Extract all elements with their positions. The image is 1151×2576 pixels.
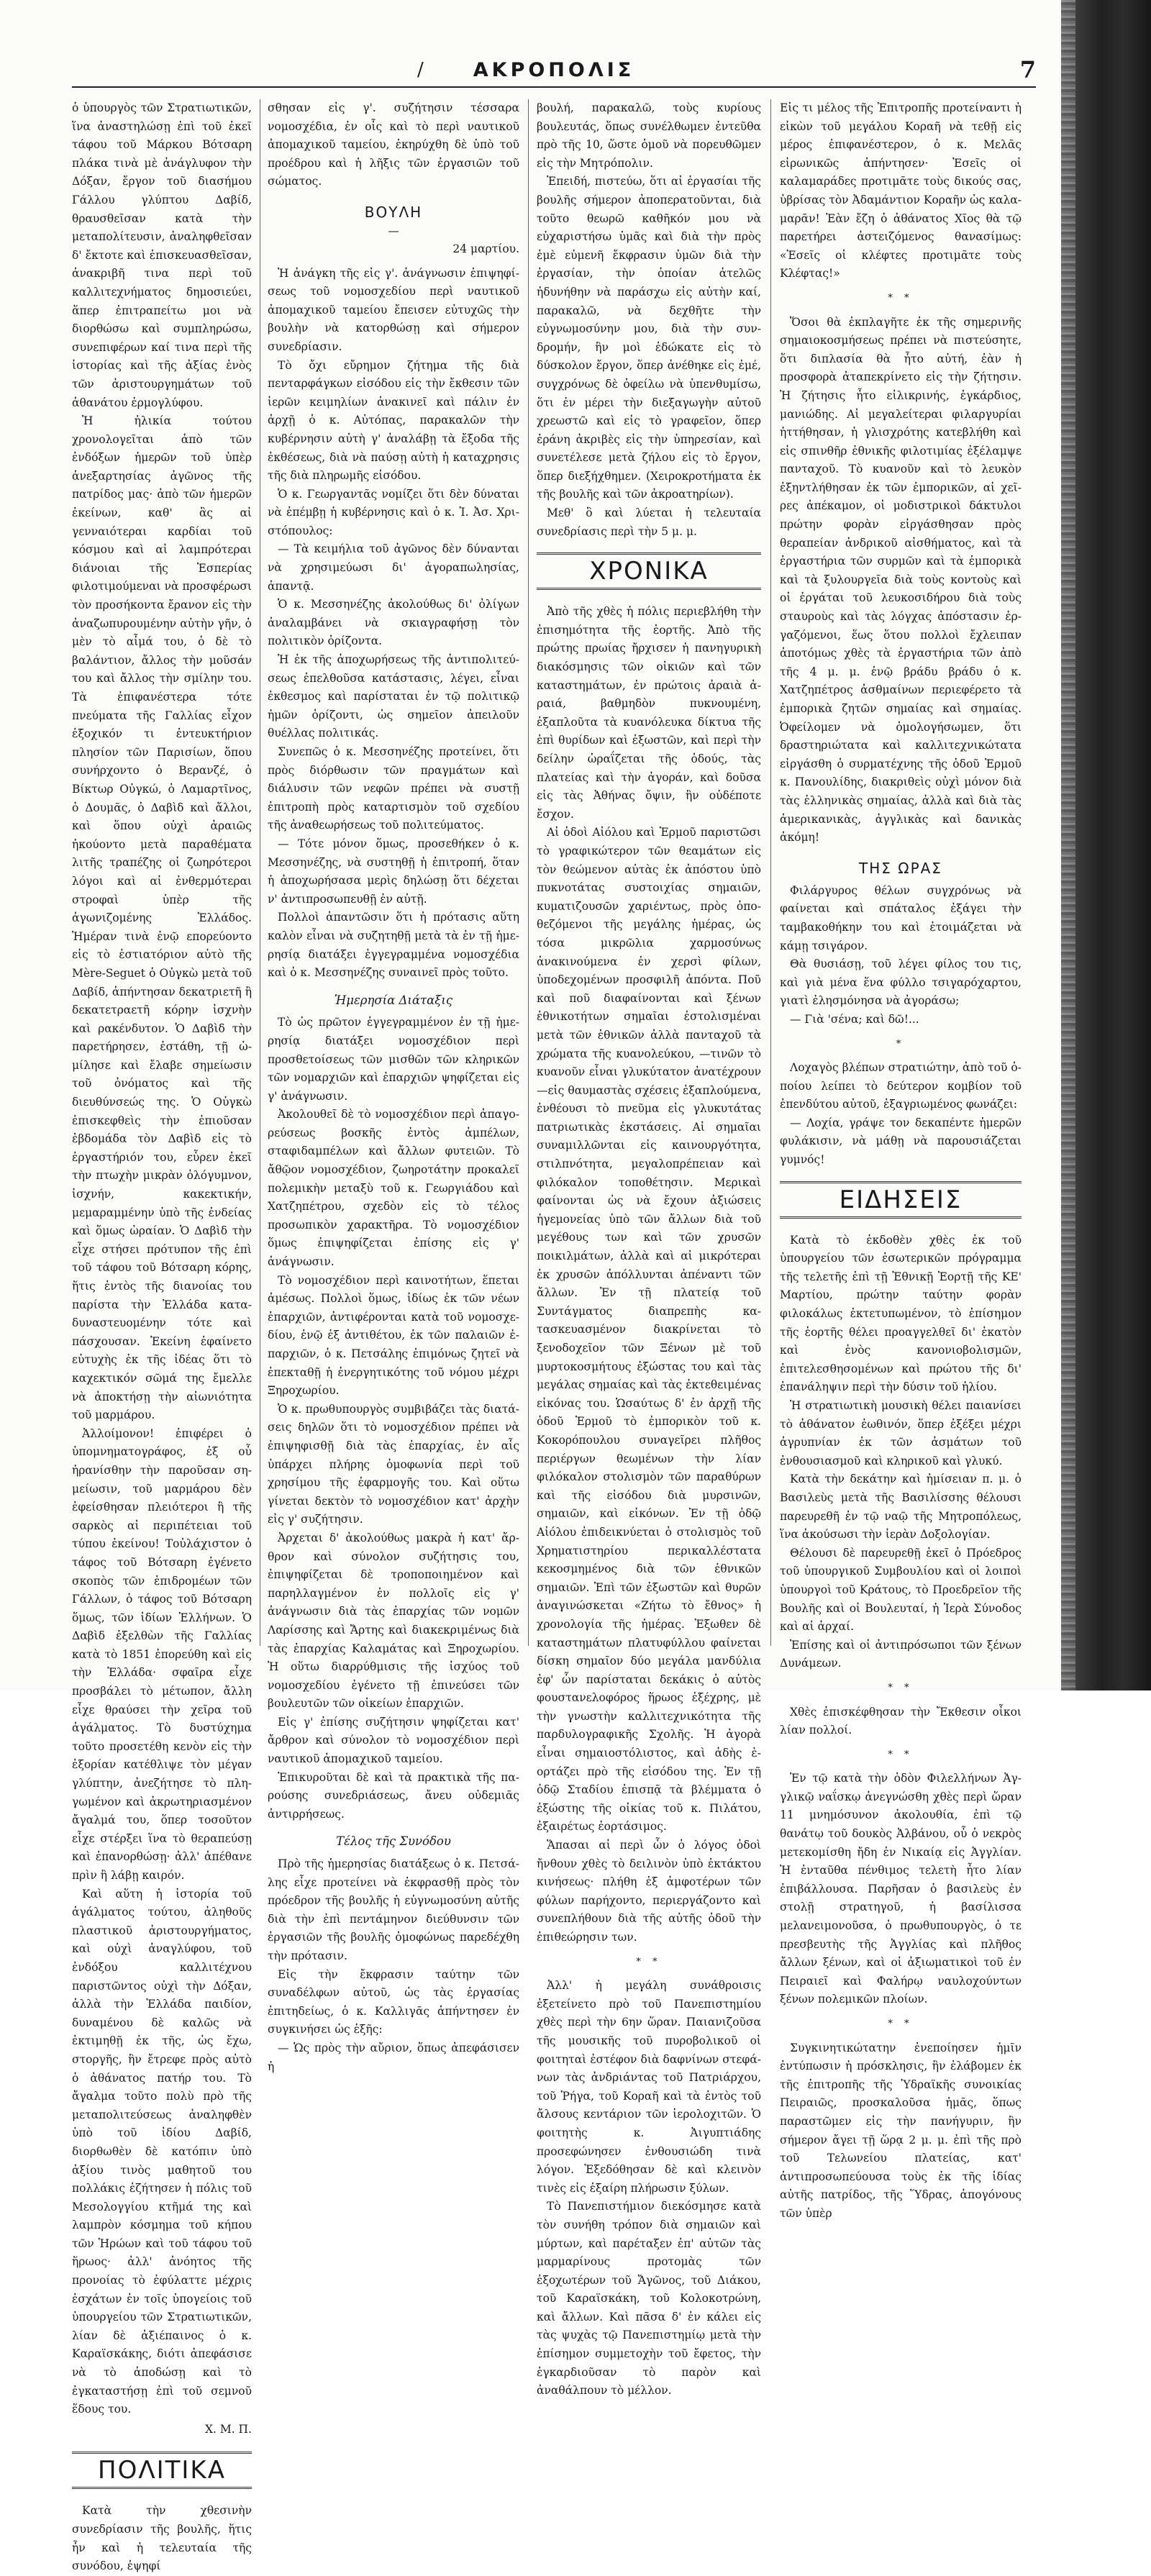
paragraph: Πολλοὶ ἀπαντῶσιν ὅτι ἡ πρότασις αὕτη καλὸν εἶναι νὰ συζητηθῇ μετὰ τὰ ἐν τῇ ἡμερησίᾳ διατάξει ἐγγεγραμμένα νομοσχέδια καὶ ὁ κ. Μεσσηνέζης συναινεῖ πρὸς τοῦτο. [268,911,519,980]
paper-name: ΑΚΡΟΠΟΛΙΣ [473,59,635,81]
paragraph: Τὸ ὄχι εὔρημον ζήτημα τῆς διὰ πενταρφάγκων εἰσόδου εἰς τὴν ἔκθεσιν τῶν ἱερῶν κειμηλίων ἀνακινεῖ καὶ πάλιν ἐν ἀρχῇ ὁ κ. Αὐτόπας, παρακαλῶν τὴν κυβέρνησιν αὐτὴ γ' ἀναλάβῃ τὰ ἔξοδα τῆς ἐκθέσεως, διὰ νὰ παύσῃ αὐτὴ ἡ καταχρησις τῆς διὰ πληρωμῆς εἰσόδου. [268,358,519,483]
paragraph: Ἡ στρατιωτικὴ μουσικὴ θέλει παιανίσει τὸ ἀθάνατον ἐωθινόν, ὅπερ ἐξέξει μέχρι ἀγρυπνίαν ἐκ τῶν ἀσμάτων τοῦ ἐνθουσιασμοῦ καὶ κληρικοῦ καὶ γλυκύ. [780,1399,1022,1467]
column-rule [528,99,529,1646]
paragraph: Πρὸ τῆς ἡμερησίας διατάξεως ὁ κ. Πετσάλης εἶχε προτείνει νὰ ἐκφρασθῇ πρὸς τὸν πρόεδρον τῆς βουλῆς ἡ εὐγνωμοσύνη αὐτῆς διὰ τὴν ἐπὶ πεντάμηνον διεύθυνσιν τῶν ἐργασιῶν τῆς βουλῆς ὁμοφώνως παρεδέχθη τὴν πρότασιν. [268,1857,519,1962]
paragraph: Τὸ Πανεπιστήμιον διεκόσμησε κατὰ τὸν συνήθη τρόπον διὰ σημαιῶν καὶ μύρτων, καὶ παρέταξεν ἐπ' αὐτῶν τὰς μαρμαρίνους προτομὰς τῶν ἐξοχωτέρων τοῦ Ἄγῶνος, τοῦ Διάκου, τοῦ Καραϊσκάκη, τοῦ Κολοκοτρώνη, καὶ ἄλλων. Καὶ πᾶσα δ' ἐν κάλει εἰς τὰς ψυχὰς τῷ Πανεπιστημίῳ μετὰ τὴν ἐπίσημον συμμετοχὴν τοῦ ἔφετος, τὴν ἐγκαρδιοῦσαν τὸ παρὸν καὶ ἀναθάλπουν τὸ μέλλον. [537,2200,761,2398]
separator-stars: * [896,1038,906,1050]
paragraph: Τὸ νομοσχέδιον περὶ καινοτήτων, ἕπεται ἀμέσως. Πολλοὶ ὅμως, ἰδίως ἐκ τῶν νέων ἐπαρχιῶν, ἀντιφέρονται κατὰ τοῦ νομοσχεδίου, ἐνῷ ἐξ ἀντιθέτου, ἐκ τῶν παλαιῶν ἐπαρχιῶν, ὁ κ. Πετσάλης ἐπιμόνως ζητεῖ νὰ ἐπεκταθῇ ἡ ἐνεργητικότης τοῦ νόμου μέχρι Ξηροχωρίου. [268,1273,519,1398]
paragraph: Φιλάργυρος θέλων συγχρόνως νὰ φαίνεται καὶ σπάταλος ἐξάγει τὴν ταμβακοθήκην του καὶ ἑτοιμάζεται νὰ κάμῃ τσιγάρον. [780,883,1022,952]
paragraph: Ἀπὸ τῆς χθὲς ἡ πόλις περιεβλήθη τὴν ἐπισημότητα τῆς ἑορτῆς. Ἀπὸ τῆς πρώτης πρωίας ἤρχισεν ἡ πανηγυρικὴ διακόσμησις τῶν οἰκιῶν καὶ τῶν καταστημάτων, ἐν πρώτοις ἀραιὰ ἀραιά, βαθμηδὸν πυκνουμένη, ἐξαπλοῦτα τὰ κυανόλευκα δίκτυα τῆς ἐπὶ θυρίδων καὶ ἐξωστῶν, καὶ περὶ τὴν δείλην ὡραΐζεται τῆς ὁδούς, τὰς πλατείας καὶ τὴν ἀγοράν, καὶ δοῦσα εἰς τὰς Ἀθήνας ὄψιν, ἣν οὐδέποτε ἔσχον. [537,605,761,821]
paragraph: Ὁ κ. Μεσσηνέζης ἀκολούθως δι' ὀλίγων ἀναλαμβάνει νὰ σκιαγραφήσῃ τὸν πολιτικὸν ὁρίζοντα. [268,598,519,648]
article-signature: Χ. Μ. Π. [204,2422,252,2436]
paragraph: Τὸ ὡς πρῶτον ἐγγεγραμμένον ἐν τῇ ἡμερησίᾳ διατάξει νομοσχέδιον περὶ προσθετοίσεως τῶν μισθῶν τῶν κληρικῶν τῶν νομαρχιῶν καὶ ἐπαρχιῶν ψηφίζεται εἰς γ' ἀνάγνωσιν. [268,1016,519,1103]
subsection-title: Ἡμερησία Διάταξις [334,993,453,1007]
paragraph: Ἀκολουθεῖ δὲ τὸ νομοσχέδιον περὶ ἀπαγορεύσεως βοσκῆς ἐντὸς ἀμπέλων, σταφιδαμπέλων καὶ ἄλλων φυτειῶν. Τὸ ἄθῷον νομοσχέδιον, ζωηροτάτην προκαλεῖ πολεμικὴν μεταξὺ τοῦ κ. Γεωργιάδου καὶ Χατζηπέτρου, σχεδὸν εἰς τὸ τέλος προσωπικὸν χαρακτῆρα. Τὸ νομοσχέδιον ὅμως ἐπιψηφίζεται ἐπίσης εἰς γ' ἀνάγνωσιν. [268,1108,519,1269]
dateline: 24 μαρτίου. [452,242,519,255]
paragraph: Εἰς τι μέλος τῆς Ἐπιτροπῆς προτείναντι ἡ εἰκὼν τοῦ μεγάλου Κοραῆ νὰ τεθῇ εἰς μέρος ἐπιφανέστερον, ὁ κ. Μελᾶς εἰρωνικῶς ἀπήντησεν· Ἐσεῖς οἱ καλαμαράδες προτιμᾶτε τοὺς δικούς σας, ὑβρίσας τὸν Ἀδαμάντιον Κοραῆν ὡς καλαμαρᾶν! Ἐὰν ἔζη ὁ ἀθάνατος Χῖος θὰ τῷ παρετήρει ἀστειζόμενος θανασίμως: «Ἐσεῖς οἱ κλέφτες προτιμᾶτε τοὺς Κλέφτας!» [780,101,1022,281]
masthead-slash: / [417,59,424,81]
paragraph: Εἰς τὴν ἔκφρασιν ταύτην τῶν συναδέλφων αὐτοῦ, ὡς τὰς ἐργασίας ἐπιτηδείως, ὁ κ. Καλλιγᾶς ἀπήντησεν ἐν συγκινήσει ὡς ἑξῆς: [268,1967,519,2036]
paragraph: — Λοχία, γράψε τον δεκαπέντε ἡμερῶν φυλάκισιν, νὰ μάθῃ νὰ παρουσιάζεται γυμνός! [780,1116,1022,1167]
paragraph: Ἐν τῷ κατὰ τὴν ὁδὸν Φιλελλήνων Ἀγγλικῷ ναΐσκῳ ἀνεγνώσθη χθὲς περὶ ὥραν 11 μνημόσυνον ἀκολουθία, ἐπὶ τῷ θανάτῳ τοῦ δουκὸς Ἀλβάνου, οὗ ὁ νεκρὸς μετεκομίσθη ἤδη ἐν Νικαίᾳ εἰς Ἀγγλίαν. Ἡ ἐνταῦθα πένθιμος τελετὴ ἦτο λίαν ἐπιβάλλουσα. Παρῆσαν ὁ βασιλεὺς ἐν στολῇ στρατηγοῦ, ἡ βασίλισσα μελανειμονοῦσα, ὁ πρωθυπουργὸς, ὁ τε πρεσβευτὴς τῆς Ἀγγλίας καὶ πλῆθος ἄλλων ξένων, καὶ οἱ ἀξιωματικοὶ τοῦ ἐν Πειραιεῖ καὶ Φαλήρῳ ναυλοχούντων ξένων πολεμικῶν πλοίων. [780,1772,1022,2006]
section-heading-eidiseis: ΕΙΔΗΣΕΙΣ [780,1181,1022,1219]
paragraph: σθησαν εἰς γ'. συζήτησιν τέσσαρα νομοσχέδια, ἐν οἷς καὶ τὸ περὶ ναυτικοῦ ἀπομαχικοῦ ταμείου, ἐκηρύχθη δὲ ὑπὸ τοῦ προέδρου καὶ ἡ λῆξις τῶν ἐργασιῶν τοῦ σώματος. [268,101,519,188]
paragraph: Ὁ κ. πρωθυπουργὸς συμβιβάζει τὰς διατάσεις δηλῶν ὅτι τὸ νομοσχέδιον πρέπει νὰ ἐπιψηφισθῇ διὰ τὰς ἐπαρχίας, ἐν αἷς ὑπάρχει πλήρης ὁμοφωνία περὶ τοῦ χρησίμου τῆς ἐφαρμογῆς του. Καὶ οὕτω γίνεται δεκτὸν τὸ νομοσχέδιον κατ' ἀρχὴν εἰς γ' συζήτησιν. [268,1402,519,1526]
section-heading-tis-oras: ΤΗΣ ΩΡΑΣ [859,859,942,877]
separator-stars: * * [888,2019,914,2029]
page-number: 7 [1019,56,1036,83]
paragraph: Κατὰ τὴν χθεσινὴν συνεδρίασιν τῆς βουλῆς, ἥτις ἦν καὶ ἡ τελευταία τῆς συνόδου, ἐψηφί [72,2504,252,2573]
paragraph: Ἅπασαι αἱ περὶ ὧν ὁ λόγος ὁδοὶ ἤνθουν χθὲς τὸ δειλινὸν ὑπὸ ἐκτάκτου κινήσεως· πλήθη ἐξ ἀμφοτέρων τῶν φύλων παρήχοντο, περιεργάζοντο καὶ συνεπλήθουν διὰ τῆς αὐτῆς ὁδοῦ τὴν ἐπιθεώρησιν των. [537,1839,761,1944]
paragraph: Θὰ θυσιάσῃ, τοῦ λέγει φίλος του τις, καὶ γιὰ μένα ἕνα φύλλο τσιγαρόχαρτου, γιατὶ ἐλησμόνησα νὰ ἀγοράσω; [780,957,1022,1008]
paragraph: — Γιὰ 'σένα; καὶ δῶ!... [790,1012,919,1026]
column-1 [72,99,252,2573]
paragraph: Καὶ αὕτη ἡ ἱστορία τοῦ ἀγάλματος τούτου, ἀληθοῦς πλαστικοῦ ἀριστουργήματος, καὶ οὐχὶ ἀναγλύφου, τοῦ ἐνδόξου καλλιτέχνου παριστῶντος οὐχὶ τὴν Δόξαν, ἀλλὰ τὴν Ἑλλάδα παιδίον, δυναμένου δὲ καλῶς νὰ ἐκτιμηθῇ ἐκ τῆς, ὡς ἔχω, στοργῆς, ἣν ἔτρεφε πρὸς αὐτὸ ὁ ἀθάνατος πατήρ του. Τὸ ἄγαλμα τοῦτο πολὺ πρὸ τῆς μεταπολιτεύσεως ἀναληφθὲν ὑπὸ τοῦ ἰδίου Δαβίδ, διορθωθὲν δὲ κατόπιν ὑπὸ ἀξίου τινὸς μαθητοῦ του πολλάκις ἐζήτησεν ἡ πόλις τοῦ Μεσολογγίου κτῆμά της καὶ λαμπρὸν κόσμημα τοῦ κήπου τῶν Ἡρώων καὶ τοῦ τάφου τοῦ ἥρωος· ἀλλ' ἀνόητος τῆς προνοίας τὸ ἐφύλαττε μέχρις ἐσχάτων ἐν τοῖς ὑπογείοις τοῦ ὑπουργείου τῶν Στρατιωτικῶν, λίαν δὲ ἀξιέπαινος ὁ κ. Καραϊσκάκης, διότι ἀπεφάσισε νὰ τὸ ἀποδώσῃ καὶ τὸ ἐγκαταστήσῃ ἐπὶ τοῦ σεμνοῦ ἕδους του. [72,1887,252,2416]
section-heading-chronika: ΧΡΟΝΙΚΑ [537,552,761,590]
separator-stars: * * [888,1749,914,1760]
paragraph: Ἀλλ' ἡ μεγάλη συνάθροισις ἐξετείνετο πρὸ τοῦ Πανεπιστημίου χθὲς περὶ τὴν 6ην ὥραν. Παιανιζοῦσα τῆς μουσικῆς τοῦ πυροβολικοῦ οἱ φοιτηταὶ ἐστέφον διὰ δαφνίνων στεφάνων τὰς ἀνδριάντας τοῦ Πατριάρχου, τοῦ Ῥήγα, τοῦ Κοραῆ καὶ τὰ ἐντὸς τοῦ ἄλσους κεντάριον τῶν ἱερολοχιτῶν. Ὁ φοιτητὴς κ. Ἀιγυπτιάδης προσεφώνησεν ἐνθουσιώδη τινὰ λόγον. Ἐξεδόθησαν δὲ καὶ κλεινὸν τινὲς εἰς ἐξαίρη πλήρωσιν ξύλων. [537,1979,761,2195]
separator-stars: * * [888,292,914,304]
paragraph: — Τότε μόνον ὅμως, προσεθήκεν ὁ κ. Μεσσηνέζης, νὰ συστηθῇ ἡ ἐπιτροπή, ὅταν ἡ ἀποχωρήσασα μερὶς δηλώσῃ ὅτι δέχεται ν' ἀντιπροσωπευθῇ ἐν αὐτῇ. [268,837,519,906]
paragraph: Ἐπίσης καὶ οἱ ἀντιπρόσωποι τῶν ξένων Δυνάμεων. [780,1638,1022,1670]
paragraph: Μεθ' ὃ καὶ λύεται ἡ τελευταία συνεδρίασις περὶ τὴν 5 μ. μ. [537,506,761,538]
paragraph: Κατὰ τὴν δεκάτην καὶ ἡμίσειαν π. μ. ὁ Βασιλεὺς μετὰ τῆς Βασιλίσσης θέλουσι παρευρεθῆ ἐν τῷ ναῷ τῆς Μητροπόλεως, ἵνα ἀκούσωσι τὴν ἱερὰν Δοξολογίαν. [780,1473,1022,1542]
paragraph: Αἱ ὁδοὶ Αἰόλου καὶ Ἑρμοῦ παριστῶσι τὸ γραφικώτερον τῶν θεαμάτων εἰς τὸν θεώμενον αὐτὰς ἐκ ἀπόστου ὑπὸ πυκνοτάτας συστοιχίας σημαιῶν, κυματιζουσῶν χαριέντως, πρὸς ὁποθεζόμενοι τῆς μεγάλης ἡμέρας, ὡς τόσα μικρῶλια χαρμοσύνως ἀνακινούμενα ἐν χερσὶ φίλων, ὑποδεχομένων προσφιλῆ ἀπόντα. Ποῦ καὶ ποῦ διαφαίνονται καὶ ξένων ἐθνικοτήτων σημαῖαι ἐστολισμέναι μετὰ τῶν ἐθνικῶν ἀλλὰ πανταχοῦ τὰ χρώματα τῆς κυανολεύκου, —τινῶν τὸ κυανοῦν εἶναι γλυκύτατον ἀνατέχρουν—εἰς θαυμαστὰς σχέσεις ἐξαπλούμενα, ἐνθέουσι τὸ πνεῦμα εἰς γλυκυτάτας πατριωτικὰς ἐκστάσεις. Αἱ σημαῖαι συναμιλλῶνται εἰς καινουργότητα, στιλπνότητα, μεγαλοπρέπειαν καὶ φιλόκαλον τοποθέτησιν. Μερικαὶ φαίνονται ὡς νὰ ἔχουν ἀξιώσεις ἡγεμονείας ὑπὸ τῶν ἄλλων διὰ τοῦ μεγέθους των καὶ τῶν χρυσῶν ποικιλμάτων, ἀλλὰ καὶ αἱ μικρότεραι ἐκ χρυσῶν ἀπόλλυνται ἀπέναντι τῶν ἄλλων. Ἐν τῇ πλατείᾳ τοῦ Συντάγματος διαπρεπὴς κατασκευασμένον διακρίνεται τὸ ξενοδοχεῖον τῶν Ξένων μὲ τοῦ μυρτοκοσμήτους ἐξώστας του καὶ τὰς μεγάλας σημαίας καὶ τὰς ἐκτεθειμένας εἰκόνας του. Ὡσαύτως δ' ἐν ἀρχῇ τῆς ὁδοῦ Ἑρμοῦ τὸ ἐμπορικὸν τοῦ κ. Κοκορόπουλου συναγεῖρει πλῆθος περιέργων θεωμένων τὴν λίαν φιλόκαλον στολισμὸν τῶν παραθύρων καὶ τῆς εἰσόδου διὰ μυρσινῶν, σημαιῶν, καὶ εἰκόνων. Ἐν τῇ ὁδῷ Αἰόλου ἐπιδεικνύεται ὁ στολισμὸς τοῦ Χρηματιστηρίου περικαλλέστατα κεκοσμημένος διὰ τῶν ἐθνικῶν σημαιῶν. Ἐπὶ τῶν ἐξωστῶν καὶ θυρῶν ἀναγινώσκεται «Ζήτω τὸ ἔθνος» ἡ χρονολογία τῆς ἡμέρας. Ἐξωθεν δὲ καταστημάτων πλατυφύλλου φαίνεται δίσκη σημαῖον δύο μεγάλα μανδύλια ἐφ' ὧν παρίσταται δεκάκις ὁ αὐτὸς φουστανελοφόρος ἥρωος ἐξέχρης, μὲ τὴν γνωστὴν καλλιτεχνικότητα τῆς παρδυλογραφικῆς Σχολῆς. Ἡ ἀγορὰ εἶναι σημαιοστόλιστος, καὶ ἀδὴς ἑορτάζει πρὸ τῆς εἰσόδου της. Ἐν τῇ ὁδῷ Σταδίου ἐπισπᾷ τὰ βλέμματα ὁ ἐξώστης τῆς οἰκίας τοῦ κ. Πιλάτου, ἐξαιρέτως ἐορτάσιμος. [537,826,761,1834]
masthead [72,58,1036,88]
subsection-title: Τέλος τῆς Συνόδου [336,1834,451,1849]
paragraph: Κατὰ τὸ ἐκδοθὲν χθὲς ἐκ τοῦ ὑπουργείου τῶν ἐσωτερικῶν πρόγραμμα τῆς τελετῆς ἐπὶ τῇ Ἐθνικῇ Ἑορτῇ τῆς ΚΕ' Μαρτίου, πρώτην ταύτην φορὰν φιλοκάλως ἐκτετυπωμένον, τὸ ἐπίσημον τῆς ἑορτῆς θέλει προαγγελθεῖ δι' ἑκατὸν καὶ ἑνὸς κανονιοβολισμῶν, ἐπιτελεσθησομένων καὶ πρώτου τῆς δι' ἐπανάληψιν περὶ τὴν δύσιν τοῦ ἡλίου. [780,1233,1022,1394]
paragraph: — Ὡς πρὸς τὴν αὔριον, ὅπως ἀπεφάσισεν ἡ [268,2041,519,2073]
column-3 [537,99,761,2398]
paragraph: — Τὰ κειμήλια τοῦ ἀγῶνος δὲν δύνανται νὰ χρησιμεύωσι δι' ἀγοραπωλησίας, ἀπαντᾷ. [268,542,519,593]
paragraph: Ἐπικυροῦται δὲ καὶ τὰ πρακτικὰ τῆς παρούσης συνεδριάσεως, ἄνευ οὐδεμιᾶς ἀντιρρήσεως. [268,1770,519,1821]
section-heading-vouli: ΒΟΥΛΗ [364,203,423,221]
scanned-page-edge [1061,0,1151,1690]
separator-stars: * * [888,1682,914,1693]
paragraph: Θέλουσι δὲ παρευρεθῇ ἐκεῖ ὁ Πρόεδρος τοῦ ὑπουργικοῦ Συμβουλίου καὶ οἱ λοιποὶ ὑπουργοὶ τοῦ Κράτους, τὸ Προεδρεῖον τῆς Βουλῆς καὶ οἱ Βουλευταί, ἡ Ἱερὰ Σύνοδος καὶ αἱ ἀρχαί. [780,1546,1022,1634]
paragraph: Ὅσοι θὰ ἐκπλαγῆτε ἐκ τῆς σημερινῆς σημαιοκοσμήσεως πρέπει νὰ πιστεύσητε, ὅτι διπλασία θὰ ἦτο αὐτή, ἐὰν ἡ προσφορὰ ἀταπεκρίνετο εἰς τὴν ζήτησιν. Ἡ ζήτησις ἦτο εἰλικρινής, ἐγκάρδιος, μανιώδης. Αἱ μεγαλείτεραι φιλαργυρίαι ἡττήθησαν, ἡ γλισχρότης κατεβλήθη καὶ εἰς σπινθῆρ ἐθνικῆς φιλοτιμίας ἐξέλαμψε πανταχοῦ. Τὸ κυανοῦν καὶ τὸ λευκὸν ἐξηντλήθησαν ἐκ τῶν ἐμπορικῶν, αἱ χεῖρες ἀπέκαμον, οἱ μοδιστρικοὶ δάκτυλοι πρώτην φορὰν εἰργάσθησαν πρὸς θεραπείαν ἀνδρικοῦ αἰσθήματος, καὶ τὰ ἐργαστήρια τῶν συρμῶν καὶ τὰ ἐμπορικὰ καὶ τὰ ξυλουργεῖα διὰ τοὺς κοντοὺς καὶ οἱ ἐργάται τοῦ λευκοσιδήρου διὰ τοὺς σταυροὺς καὶ τὰς λόγχας ἀπόστασιν ἐργαζόμενοι, ἕως ὅτου πολλοὶ ἔχλειπαν ἀποτόμως χθὲς τὰ ἐργαστήρια τῶν ἀπὸ τῆς 4 μ. μ. ἐνῷ βράδυ βράδυ ὁ κ. Χατζηπέτρος ἀσθμαίνων περιεφέρετο τὰ ἐμπορικὰ ζητῶν σημαίας καὶ σημαίας. Ὀφείλομεν νὰ ὁμολογήσωμεν, ὅτι δραστηριώτατα καὶ καλλιτεχνικώτατα εἰργάσθη ὁ συρματέχνης τῆς ὁδοῦ Ἑρμοῦ κ. Πανουλίδης, διακριθεὶς οὐχὶ μόνον διὰ τὰς ἑλληνικὰς σημαίας, ἀλλὰ καὶ διὰ τὰς ἀμερικανικὰς, ἀγγλικὰς καὶ δανικὰς ἀκόμη! [780,315,1022,845]
separator-stars: * * [636,1956,662,1967]
heading-dash: — [388,224,399,237]
paragraph: Ὁ κ. Γεωργαντᾶς νομίζει ὅτι δὲν δύναται νὰ ἐπέμβῃ ἡ κυβέρνησις καὶ ὁ κ. Ἰ. Ἀσ. Χριστόπουλος: [268,487,519,537]
paragraph: ὁ ὑπουργὸς τῶν Στρατιωτικῶν, ἵνα ἀναστηλώσῃ ἐπὶ τοῦ ἐκεῖ τάφου τοῦ Μάρκου Βότσαρη πλάκα τινὰ μὲ ἀνάγλυφον τὴν Δόξαν, ἔργον τοῦ διασήμου Γάλλου γλύπτου Δαβίδ, θραυσθεῖσαν κατὰ τὴν μεταπολίτευσιν, ἀναληφθεῖσαν δ' ἔκτοτε καὶ ἐπισκευασθεῖσαν, ἀνακριβῆ τινα περὶ τοῦ καλλιτεχνήματος δημοσιεύει, ἅπερ ἐπιτραπείτω μοι νὰ διορθώσω καὶ συμπληρώσω, συνεπιφέρων καί τινα περὶ τῆς ἱστορίας καὶ τῆς ἀξίας ἑνὸς τῶν ἀριστουργημάτων τοῦ ἀθανάτου ἐρμογλύφου. [72,101,252,409]
paragraph: Συνεπῶς ὁ κ. Μεσσηνέζης προτείνει, ὅτι πρὸς διόρθωσιν τῶν πραγμάτων καὶ διάλυσιν τῶν νεφῶν πρέπει νὰ συστῇ ἐπιτροπὴ πρὸς καταρτισμὸν τοῦ σχεδίου τῆς ἀναθεωρήσεως τοῦ πολιτεύματος. [268,745,519,832]
paragraph: Ἡ ἡλικία τούτου χρονολογεῖται ἀπὸ τῶν ἐνδόξων ἡμερῶν τοῦ ὑπὲρ ἀνεξαρτησίας ἀγῶνος τῆς πατρίδος μας· ἀπὸ τῶν ἡμερῶν ἐκείνων, καθ' ἃς αἱ γενναιότεραι καρδίαι τοῦ κόσμου καὶ αἱ λαμπρότεραι διάνοιαι τῆς Ἑσπερίας φιλοτιμούμεναι νὰ προσφέρωσι τὸν προσήκοντα ἔρανον εἰς τὴν ἀναζωπυρουμένην αὐτὴν γῆν, ὁ μὲν τὸ αἷμά του, ὁ δὲ τὸ βαλάντιον, ἄλλος τὴν μοῦσάν του καὶ ἄλλος τὴν σμίλην του. Τὰ ἐπιφανέστερα τότε πνεύματα τῆς Γαλλίας εἶχον ἐξοχικόν τι ἐντευκτήριον πλησίον τῶν Παρισίων, ὅπου συνήρχοντο ὁ Βερανζέ, ὁ Βίκτωρ Οὐγκώ, ὁ Λαμαρτῖνος, ὁ Δουμᾶς, ὁ Δαβὶδ καὶ ἄλλοι, καὶ ὅπου οὐχὶ ἀραιῶς ἠκούοντο μετὰ παραθέματα λιτῆς τραπέζης οἱ ζωηρότεροι λόγοι καὶ αἱ ἐνθερμότεραι στροφαὶ ὑπὲρ τῆς ἀγωνιζομένης Ἑλλάδος. Ἡμέραν τινὰ ἐνῷ επορεύοντο εἰς τὸ ἑστιατόριον αὐτὸ τῆς Mère-Seguet ὁ Οὐγκὼ μετὰ τοῦ Δαβίδ, ἀπήντησαν δεκατριετῆ ἢ δεκατετραετῆ κόρην ἰσχνὴν καὶ ρακένδυτον. Ὁ Δαβὶδ τὴν παρετήρησεν, ἐστάθη, τῇ ὡμίλησε καὶ ἔλαβε σημείωσιν τοῦ ὀνόματος καὶ τῆς διευθύνσεώς της. Ὁ Οὐγκὼ ἐπισκεφθεὶς τὴν ἐπιοῦσαν ἑβδομάδα τὸν Δαβὶδ εἰς τὸ ἐργαστήριόν του, εὗρεν ἐκεῖ τὴν πτωχὴν μικρὰν ὀλόγυμνον, ἰσχνήν, κακεκτικήν, μεμαραμμένην ὑπὸ τῆς ἐνδείας καὶ ὅμως ὡραίαν. Ὁ Δαβὶδ τὴν εἶχε στήσει πρότυπον τῆς ἐπὶ τοῦ τάφου τοῦ Βότσαρη κόρης, ἥτις ἐντὸς τῆς διανοίας του παρίστα τὴν Ἑλλάδα καταδυναστευομένην τότε καὶ πάσχουσαν. Ἐκείνη ἐφαίνετο εὐτυχὴς ἐκ τῆς ἰδέας ὅτι τὸ καχεκτικόν σῶμά της ἔμελλε νὰ ἀποκτήσῃ τὴν αἰωνιότητα τοῦ μαρμάρου. [72,414,252,1422]
paragraph: Ἡ ἐκ τῆς ἀποχωρήσεως τῆς ἀντιπολιτεύσεως ἐπελθοῦσα κατάστασις, λέγει, εἶναι ἐκθεσμος καὶ παρίσταται ἐν τῷ πολιτικῷ ἡμῶν ὁρίζοντι, ὡς σημεῖον ἀπειλοῦν θυέλλας πολιτικάς. [268,653,519,740]
column-2 [268,99,519,2073]
paragraph: Ἡ ἀνάγκη τῆς εἰς γ'. ἀνάγνωσιν ἐπιψηφίσεως τοῦ νομοσχεδίου περὶ ναυτικοῦ ἀπομαχικοῦ ταμείου ἔπεισεν εὐτυχῶς τὴν βουλὴν νὰ κατορθώσῃ καὶ σήμερον συνεδρίασιν. [268,266,519,353]
paragraph: Ἀλλοίμονον! ἐπιφέρει ὁ ὑπομνηματογράφος, ἐξ οὗ ἠρανίσθην τὴν παροῦσαν σημείωσιν, τοῦ μαρμάρου δὲν ἐφείσθησαν πλειότεροι ἢ τῆς σαρκὸς αἱ περιπέτειαι τοῦ τύπου ἐκείνου! Τοὐλάχιστον ὁ τάφος τοῦ Βότσαρη ἐγένετο σκοπὸς τῶν ἐπιδρομέων τῶν Γάλλων, ὁ τάφος τοῦ Βότσαρη ὅμως, τῶν ἰδίων Ἑλλήνων. Ὁ Δαβὶδ ἐξελθὼν τῆς Γαλλίας κατὰ τὸ 1851 ἐπορεύθη καὶ εἰς τὴν Ἑλλάδα· σφαῖρα εἶχε προσβάλει τὸ μέτωπον, ἄλλη εἶχε θραύσει τὴν χεῖρα τοῦ ἀγάλματος. Τὸ δυστύχημα τοῦτο προσετέθη κενὸν εἰς τὴν ἐξορίαν κατέθλιψε τὸν μέγαν γλύπτην, ἀνεζήτησε τὸ πληγωμένον καὶ ἀκρωτηριασμένον ἄγαλμά του, ὅπερ τοσοῦτον εἶχε στέρξει ἵνα τὸ θεραπεύσῃ καὶ ἐπανορθώσῃ· ἀλλ' ἀπέθανε πρὶν ἢ λάβῃ καιρόν. [72,1426,252,1882]
paragraph: βουλή, παρακαλῶ, τοὺς κυρίους βουλευτάς, ὅπως συνέλθωμεν ἐντεῦθα πρὸ τῆς 10, ὥστε ὁμοῦ νὰ πορευθῶμεν εἰς τὴν Μητρόπολιν. [537,101,761,170]
paragraph: Λοχαγὸς βλέπων στρατιώτην, ἀπὸ τοῦ ὁποίου λείπει τὸ δεύτερον κομβίον τοῦ ἐπενδύτου αὐτοῦ, ἐξαγριωμένος φωνάζει: [780,1061,1022,1111]
paragraph: Εἰς γ' ἐπίσης συζήτησιν ψηφίζεται κατ' ἄρθρον καὶ σύνολον τὸ νομοσχέδιον περὶ ναυτικοῦ ἀπομαχικοῦ ταμείου. [268,1715,519,1766]
column-rule [770,99,771,1646]
paragraph: Ἀρχεται δ' ἀκολούθως μακρὰ ἡ κατ' ἄρθρον καὶ σύνολον συζήτησις του, ἐπιψηφίζεται δὲ τροποποιημένον καὶ παρηλλαγμένον ἐν πολλοῖς εἰς γ' ἀνάγνωσιν διὰ τὰς ἐπαρχίας τῶν νομῶν Λαρίσσης καὶ Ἄρτης καὶ διακεκριμένως διὰ τὰς ἐπαρχίας Καλαμάτας καὶ Ξηροχωρίου. Ἡ οὕτω διαρρύθμισις τῆς ἰσχύος τοῦ νομοσχεδίου ἐγένετο τῇ ἐπινεύσει τῶν βουλευτῶν τῶν οἰκείων ἐπαρχιῶν. [268,1531,519,1711]
column-4 [780,99,1022,2220]
paragraph: Συγκινητικώτατην ἐνεποίησεν ἡμῖν ἐντύπωσιν ἡ πρόσκλησις, ἣν ἐλάβομεν ἐκ τῆς ἐπιτροπῆς τῆς Ὑδραϊκῆς συνοικίας Πειραιῶς, προσκαλοῦσα ἡμᾶς, ὅπως παραστῶμεν εἰς τὴν πανήγυριν, ἣν σήμερον ἄγει τῇ ὥρᾳ 2 μ. μ. ἐπὶ τῆς πρὸ τοῦ Τελωνείου πλατείας, κατ' ἀντιπροσωπεύουσα τοὺς ἐκ τῆς ἰδίας αὐτῆς πατρίδος, τῆς Ὕδρας, ἀπογόνους τῶν ὑπὲρ [780,2041,1022,2220]
section-heading-politika: ΠΟΛΙΤΙΚΑ [72,2452,252,2489]
paragraph: Χθὲς ἐπισκέφθησαν τὴν Ἔκθεσιν οἶκοι λίαν πολλοί. [780,1705,1022,1737]
paragraph: Ἐπειδή, πιστεύω, ὅτι αἱ ἐργασίαι τῆς βουλῆς σήμερον ἀποπερατοῦνται, διὰ τοῦτο θεωρῶ καθῆκόν μου νὰ εὐχαριστήσω ὑμᾶς καὶ διὰ τὴν πρὸς ἐμὲ εὐμενῆ ἔκφρασιν ὑμῶν διὰ τὴν ἐργασίαν, τὴν ὁποίαν ἀτελῶς ἠδυνήθην νὰ παράσχω εἰς αὐτὴν καί, παρακαλῶ, νὰ δεχθῆτε τὴν εὐγνωμοσύνην μου, διὰ τὴν συνδρομήν, ἣν μοὶ ἐδώκατε εἰς τὸ δύσκολον ἔργον, ὅπερ ἀνέθηκε εἰς ἐμέ, συγχρόνως δὲ ὀφείλω νὰ ὑπενθυμίσω, ὅτι ἐν μέρει τὴν διεξαγωγὴν αὐτοῦ χρεωστῶ καὶ εἰς τὸ γραφεῖον, ὅπερ ἐράνη ἀκριβὲς εἰς τὴν ὑπηρεσίαν, καὶ συνετέλεσε μετὰ ζήλου εἰς τὸ ἔργον, ὅπερ διεξήχθημεν. (Χειροκροτήματα ἐκ τῆς βουλῆς καὶ τῶν ἀκροατηρίων). [537,175,761,501]
